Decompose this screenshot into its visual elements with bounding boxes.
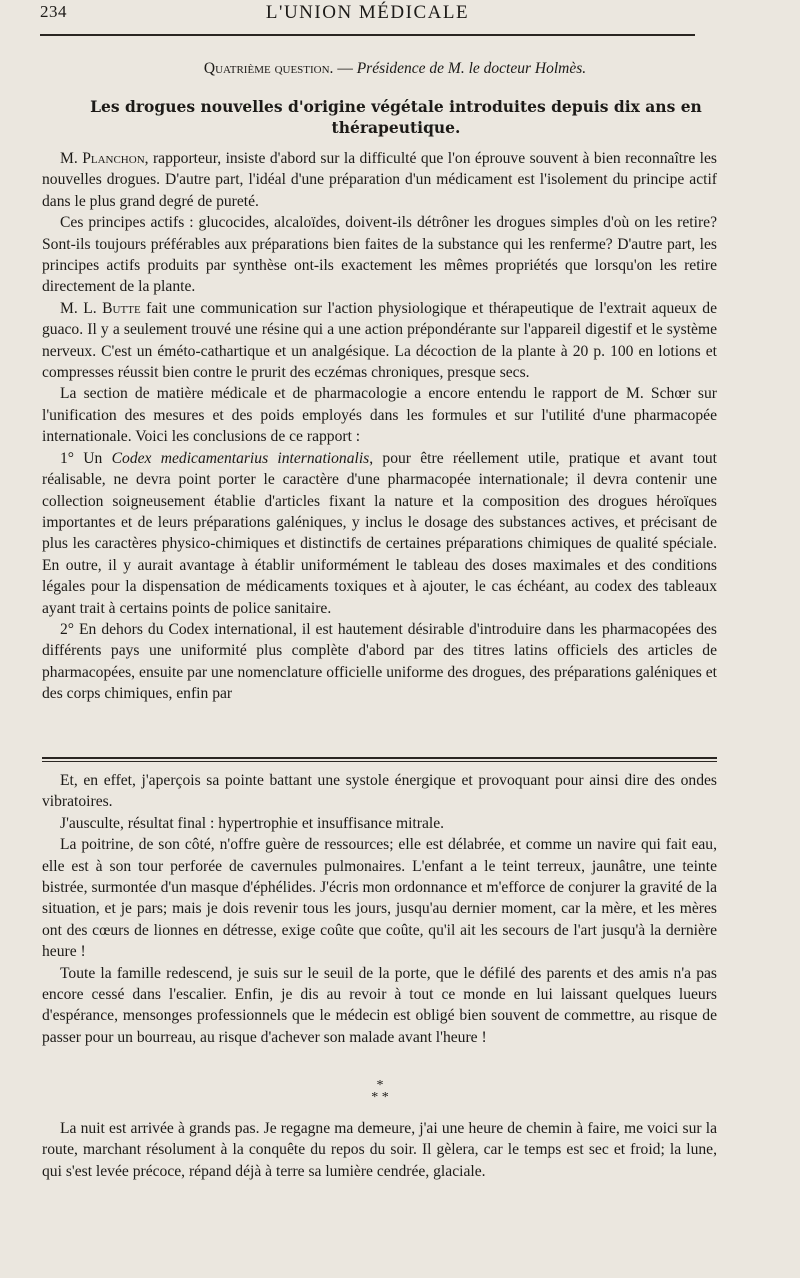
paragraph-principes xyxy=(42,212,717,298)
conclusion-text: , pour être réellement utile, pratique et avant tout réalisable, ne devra point porter le caractère d'une pharmacopée internationale; il devra contenir une collection soigneusement établie d'articles fixant la nature et la composition des drogues héroïques importantes et de leurs préparations galéniques, y inclus le dosage des substances actives, et précisant de plus les caractères physico-chimiques et distinctifs de certaines préparations chimiques de qualité spéciale. En outre, il y aurait avantage à établir uniformément le tableau des doses maximales et des conditions légales pour la dispensation de médicaments toxiques et à ajouter, le cas échéant, au codex des tableaux ayant trait à certains points de police sanitaire. xyxy=(42,449,717,617)
feuilleton-rule xyxy=(42,757,717,759)
codex-title: Codex medicamentarius internationalis xyxy=(111,449,370,467)
paragraph-lead: M. L. xyxy=(60,299,103,317)
paragraph-butte xyxy=(42,298,717,384)
page-number: 234 xyxy=(40,2,67,21)
conclusion-2: 2° En dehors du Codex international, il est hautement désirable d'introduire dans les pharmacopées des différents pays une uniformité plus complète d'abord par des titres latins officiels des articles de pharmacopées, ensuite par une nomenclature officielle uniforme des drogues, des préparations galéniques et des corps chimiques, enfin par xyxy=(42,620,717,703)
speaker-name: Planchon xyxy=(82,150,145,167)
feuilleton-paragraph-3: La poitrine, de son côté, n'offre guère de ressources; elle est délabrée, et comme un navire qui fait eau, elle est à son tour perforée de cavernules pulmonaires. L'enfant a le teint terreux, jaunâtre, une teinte bistrée, surmontée d'un masque d'éphélides. J'écris mon ordonnance et m'efforce de conjurer la gravité de la situation, et je pars; mais je dois revenir tous les jours, jusqu'au dernier moment, car la mère, et les mères ont des cœurs de lionnes en détresse, exige coûte que coûte, qu'il ait les secours de l'art jusqu'à la dernière heure ! xyxy=(42,836,717,961)
feuilleton-rule-thin xyxy=(42,761,717,762)
paragraph-text: Ces principes actifs : glucocides, alcaloïdes, doivent-ils détrôner les drogues simples d'où on les retire? Sont-ils toujours préférables aux préparations bien faites de la substance qui les renferme? D'autre part, les principes actifs produits par synthèse ont-ils exactement les mêmes propriétés que lorsqu'on les retire directement de la plante. xyxy=(42,214,717,296)
feuilleton-paragraph-4: Toute la famille redescend, je suis sur le seuil de la porte, que le défilé des parents et des amis n'a pas encore cessé dans l'escalier. Enfin, je dis au revoir à tout ce monde en lui laissant quelques lueurs d'espérance, mensonges professionnels que le médecin est obligé bien souvent de commettre, au risque de passer pour un bourreau, au risque d'achever son malade avant l'heure ! xyxy=(42,964,717,1046)
running-title: L'UNION MÉDICALE xyxy=(265,2,470,23)
conclusion-1 xyxy=(42,448,717,619)
paragraph-planchon xyxy=(42,148,717,212)
feuilleton-paragraph-1: Et, en effet, j'aperçois sa pointe battant une systole énergique et provoquant pour ainsi dire des ondes vibratoires. xyxy=(42,772,717,811)
closing-paragraph: La nuit est arrivée à grands pas. Je regagne ma demeure, j'ai une heure de chemin à faire, me voici sur la route, marchant résolument à la conquête du repos du soir. Il gèlera, car le temps est sec et froid; la lune, qui s'est levée précoce, répand déjà à terre sa lumière cendrée, glaciale. xyxy=(42,1120,717,1180)
paragraph-lead: M. xyxy=(60,150,83,167)
session-dash: — xyxy=(333,60,357,77)
session-label: Quatrième question. xyxy=(203,60,334,77)
conclusion-number: 1° Un xyxy=(60,449,112,467)
feuilleton-body xyxy=(42,770,717,1048)
header-rule xyxy=(40,34,695,36)
paragraph-text: fait une communication sur l'action physiologique et thérapeutique de l'extrait aqueux de guaco. Il y a seulement trouvé une résine qui a une action prépondérante sur l'appareil digestif et le système nerveux. C'est un éméto-cathartique et un analgésique. La décoction de la plante à 20 p. 100 en lotions et compresses réussit bien contre le prurit des eczémas chroniques, presque secs. xyxy=(42,299,717,382)
asterism xyxy=(360,1080,400,1104)
session-heading xyxy=(40,60,750,78)
page-header xyxy=(40,2,695,32)
closing-body xyxy=(42,1118,717,1182)
article-title: Les drogues nouvelles d'origine végétale introduites depuis dix ans en thérapeutique. xyxy=(90,97,702,137)
paragraph-text: La section de matière médicale et de pharmacologie a encore entendu le rapport de M. Schœr sur l'unification des mesures et des poids employés dans les formules et sur l'utilité d'une pharmacopée internationale. Voici les conclusions de ce rapport : xyxy=(42,385,717,446)
paragraph-text: , rapporteur, insiste d'abord sur la difficulté que l'on éprouve souvent à bien reconnaître les nouvelles drogues. D'autre part, l'idéal d'une préparation d'un médicament est l'isolement du principe actif dans le plus grand degré de pureté. xyxy=(42,150,717,210)
speaker-name: Butte xyxy=(102,299,141,317)
paragraph-section xyxy=(42,383,717,447)
main-article-body xyxy=(42,148,717,705)
asterism-bottom: * * xyxy=(371,1090,389,1105)
asterism-top: * xyxy=(376,1078,384,1093)
feuilleton-paragraph-2: J'ausculte, résultat final : hypertrophie et insuffisance mitrale. xyxy=(60,814,445,832)
session-presidence: Présidence de M. le docteur Holmès. xyxy=(356,60,587,77)
